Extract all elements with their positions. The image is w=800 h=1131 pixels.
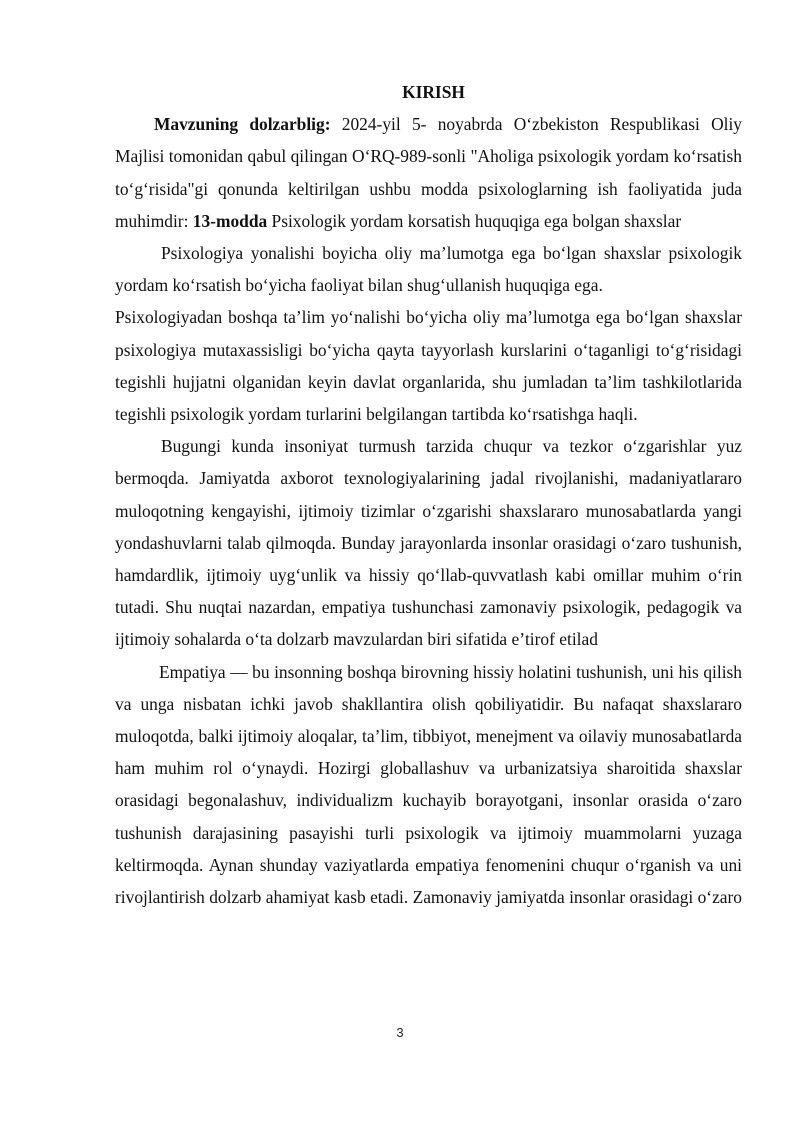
paragraph-other-education: Psixologiyadan boshqa taʼlim yoʻnalishi boʻyicha oliy maʼlumotga ega boʻlgan shaxslar psixologiya mutaxassisligi boʻyicha qayta tayyorlash kurslarini oʻtaganligi toʻgʻrisidagi tegishli hujjatni olganidan keyin davlat organlarida, shu jumladan taʼlim tashkilotlarida tegishli psixologik yordam turlarini belgilangan tartibda koʻrsatishga haqli. <box>115 307 742 425</box>
page-number: 3 <box>396 1025 404 1040</box>
relevance-text-b: Psixologik yordam korsatish huquqiga ega bolgan shaxslar <box>267 210 682 231</box>
relevance-text-a: 2024-yil 5- noyabrda Oʻzbekiston Respublikasi Oliy Majlisi tomonidan qabul qilingan OʻRQ-989-sonli "Aholiga psixologik yordam koʻrsatish toʻgʻrisida"gi qonunda keltirilgan ushbu modda psixologlarning ish faoliyatida juda muhimdir: <box>115 114 742 231</box>
relevance-lead-bold: Mavzuning dolzarblig: <box>154 114 331 135</box>
paragraph-empathy-definition: Empatiya — bu insonning boshqa birovning hissiy holatini tushunish, uni his qilish va unga nisbatan ichki javob shakllantira olish qobiliyatidir. Bu nafaqat shaxslararo muloqotda, balki ijtimoiy aloqalar, taʼlim, tibbiyot, menejment va oilaviy munosabatlarda ham muhim rol oʻynaydi. Hozirgi globallashuv va urbanizatsiya sharoitida shaxslar orasidagi begonalashuv, individualizm kuchayib borayotgani, insonlar orasida oʻzaro tushunish darajasining pasayishi turli psixologik va ijtimoiy muammolarni yuzaga keltirmoqda. Aynan shunday vaziyatlarda empatiya fenomenini chuqur oʻrganish va uni rivojlantirish dolzarb ahamiyat kasb etadi. Zamonaviy jamiyatda insonlar orasidagi oʻzaro <box>115 661 742 908</box>
section-heading: KIRISH <box>402 82 465 102</box>
article-number-bold: 13-modda <box>192 210 268 231</box>
paragraph-psychology-education: Psixologiya yonalishi boyicha oliy maʼlumotga ega boʻlgan shaxslar psixologik yordam koʻrsatish boʻyicha faoliyat bilan shugʻullanish huquqiga ega. <box>115 243 742 296</box>
paragraph-modern-changes: Bugungi kunda insoniyat turmush tarzida chuqur va tezkor oʻzgarishlar yuz bermoqda. Jamiyatda axborot texnologiyalarining jadal rivojlanishi, madaniyatlararo muloqotning kengayishi, ijtimoiy tizimlar oʻzgarishi shaxslararo munosabatlarda yangi yondashuvlarni talab qilmoqda. Bunday jarayonlarda insonlar orasidagi oʻzaro tushunish, hamdardlik, ijtimoiy uygʻunlik va hissiy qoʻllab-quvvatlash kabi omillar muhim oʻrin tutadi. Shu nuqtai nazardan, empatiya tushunchasi zamonaviy psixologik, pedagogik va ijtimoiy sohalarda oʻta dolzarb mavzulardan biri sifatida eʼtirof etilad <box>115 436 742 650</box>
page-content <box>115 76 742 913</box>
paragraph-relevance <box>115 108 742 237</box>
